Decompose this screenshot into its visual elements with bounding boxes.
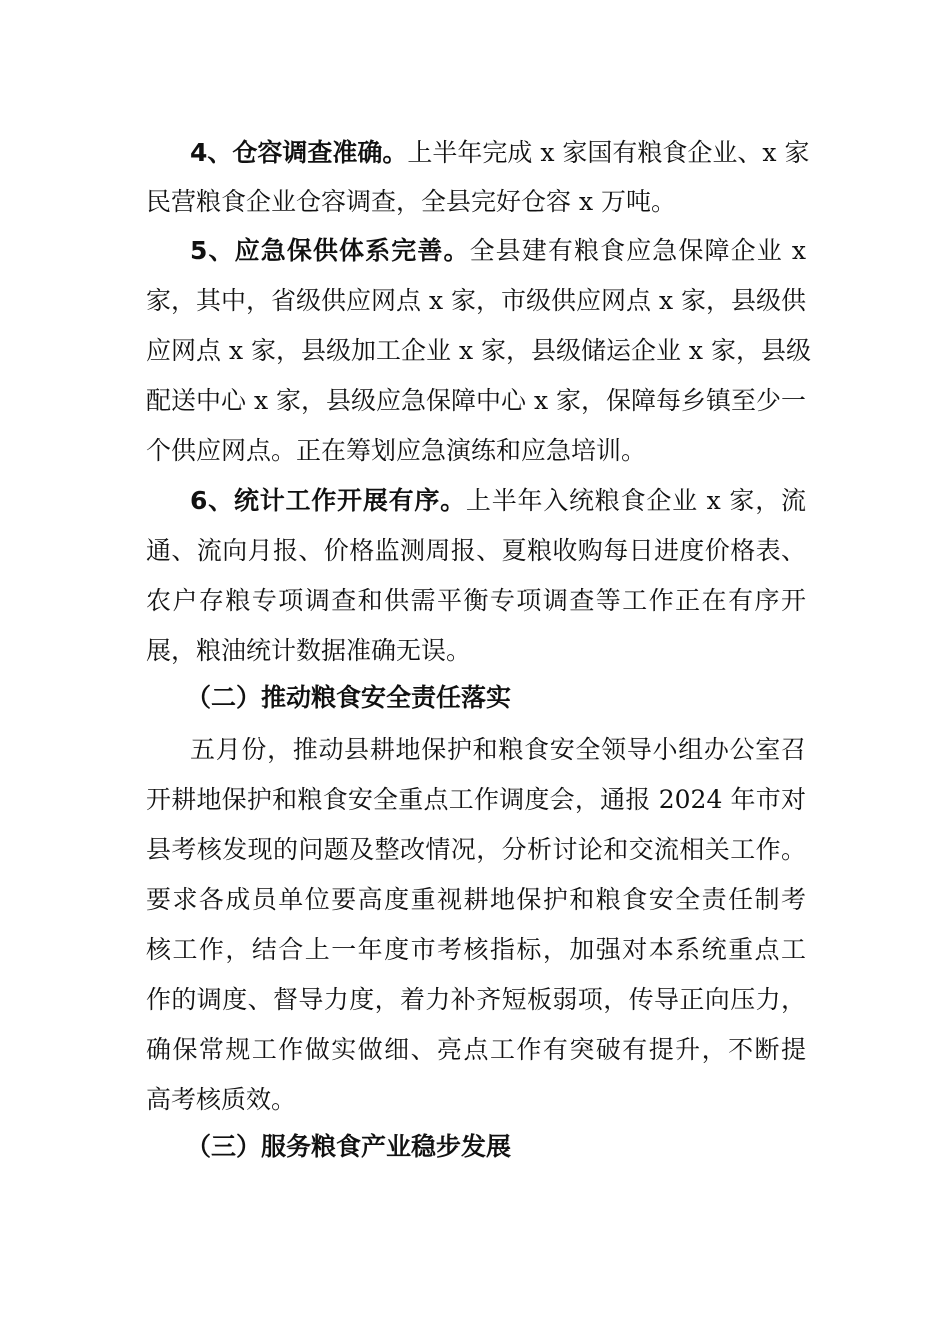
item4-lead: 4、仓容调查准确。	[190, 138, 408, 167]
item5-lead: 5、应急保供体系完善。	[190, 236, 470, 265]
item6-lead: 6、统计工作开展有序。	[190, 486, 466, 515]
section3-heading: （三）服务粮食产业稳步发展	[186, 1132, 512, 1161]
item4-line-1	[190, 133, 810, 173]
item5-line-4: 配送中心 x 家，县级应急保障中心 x 家，保障每乡镇至少一	[146, 386, 806, 415]
item6-line-3: 农户存粮专项调查和供需平衡专项调查等工作正在有序开	[146, 586, 806, 615]
item5-text-1: 全县建有粮食应急保障企业 x	[469, 236, 806, 265]
section2-line-5: 核工作，结合上一年度市考核指标，加强对本系统重点工	[146, 935, 806, 964]
section2-line-7: 确保常规工作做实做细、亮点工作有突破有提升，不断提	[146, 1035, 806, 1064]
item5-line-3: 应网点 x 家，县级加工企业 x 家，县级储运企业 x 家，县级	[146, 336, 811, 365]
section2-line-1: 五月份，推动县耕地保护和粮食安全领导小组办公室召	[190, 735, 806, 764]
item5-line-5: 个供应网点。正在筹划应急演练和应急培训。	[146, 436, 647, 465]
item6-line-4: 展，粮油统计数据准确无误。	[146, 636, 472, 665]
item4-line-2: 民营粮食企业仓容调查，全县完好仓容 x 万吨。	[146, 187, 676, 216]
section2-line-6: 作的调度、督导力度，着力补齐短板弱项，传导正向压力，	[146, 985, 806, 1014]
section2-line-4: 要求各成员单位要高度重视耕地保护和粮食安全责任制考	[146, 885, 806, 914]
item4-text-1: 上半年完成 x 家国有粮食企业、x 家	[407, 138, 810, 167]
item6-line-1	[190, 481, 806, 521]
item5-line-2: 家，其中，省级供应网点 x 家，市级供应网点 x 家，县级供	[146, 286, 806, 315]
item5-line-1	[190, 231, 806, 271]
section2-line-2: 开耕地保护和粮食安全重点工作调度会，通报 2024 年市对	[146, 785, 806, 814]
item6-line-2: 通、流向月报、价格监测周报、夏粮收购每日进度价格表、	[146, 536, 806, 565]
section2-line-8: 高考核质效。	[146, 1085, 297, 1114]
section2-line-3: 县考核发现的问题及整改情况，分析讨论和交流相关工作。	[146, 835, 806, 864]
section2-heading: （二）推动粮食安全责任落实	[186, 683, 512, 712]
item6-text-1: 上半年入统粮食企业 x 家，流	[465, 486, 806, 515]
